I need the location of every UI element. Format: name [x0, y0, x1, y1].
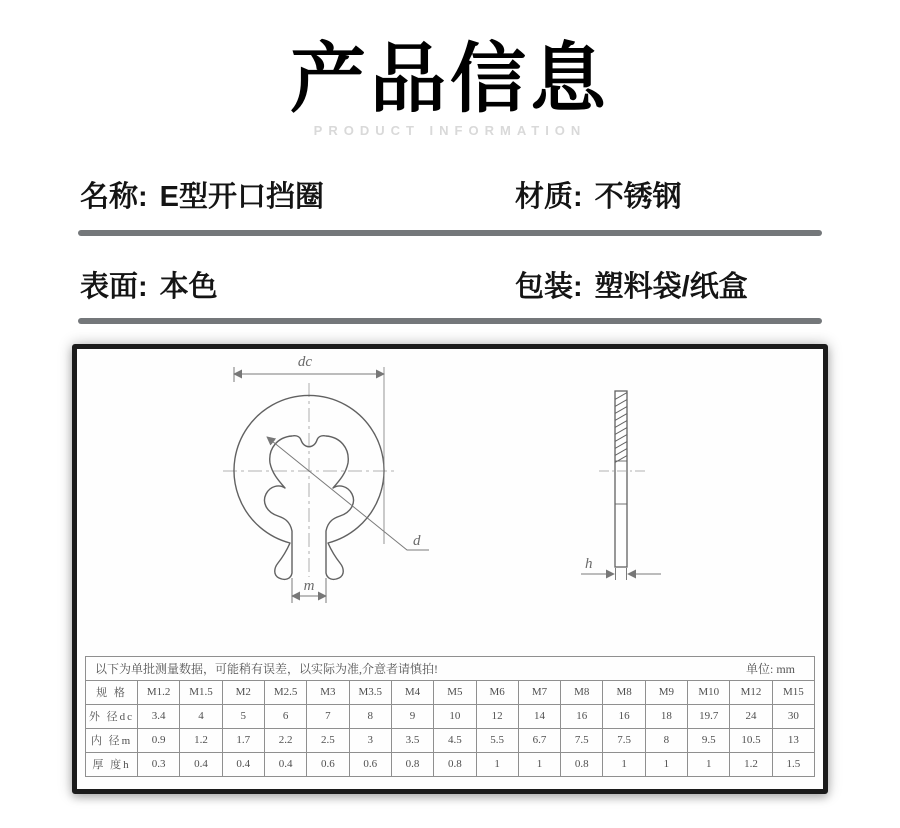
table-cell: 6.7: [518, 728, 560, 752]
table-row: [86, 680, 815, 704]
table-note-row: [86, 656, 815, 680]
front-view: [223, 354, 429, 603]
spec-material: [515, 174, 822, 215]
table-cell: 1.7: [222, 728, 264, 752]
table-cell: 24: [730, 704, 772, 728]
page-title: 产品信息: [290, 37, 610, 122]
table-cell: 14: [518, 704, 560, 728]
table-cell: 0.9: [138, 728, 180, 752]
technical-drawing: [77, 349, 823, 656]
page-header: [0, 0, 900, 138]
table-cell: 18: [645, 704, 687, 728]
row-label: 厚 度h: [86, 752, 138, 776]
size-spec-table: [85, 656, 815, 777]
table-cell: M3.5: [349, 680, 391, 704]
table-cell: 9: [391, 704, 433, 728]
table-cell: 10.5: [730, 728, 772, 752]
table-cell: 0.6: [349, 752, 391, 776]
table-cell: M9: [645, 680, 687, 704]
page-subtitle: PRODUCT INFORMATION: [313, 122, 587, 138]
table-cell: 13: [772, 728, 814, 752]
spec-surface-value: 本色: [159, 270, 218, 303]
table-cell: M8: [603, 680, 645, 704]
table-cell: M1.5: [180, 680, 222, 704]
table-cell: 1.5: [772, 752, 814, 776]
row-label: 外 径dc: [86, 704, 138, 728]
spec-packing-value: 塑料袋/纸盒: [594, 270, 748, 303]
table-cell: M5: [434, 680, 476, 704]
table-cell: 1: [476, 752, 518, 776]
side-view: [581, 391, 661, 580]
m-dim-label: m: [303, 577, 315, 594]
table-cell: 7: [307, 704, 349, 728]
table-cell: M10: [688, 680, 730, 704]
table-cell: 4: [180, 704, 222, 728]
table-cell: 16: [561, 704, 603, 728]
spec-surface: [80, 264, 515, 305]
row-label: 规 格: [86, 680, 138, 704]
spec-name: [80, 174, 515, 215]
table-cell: 1.2: [730, 752, 772, 776]
table-cell: 0.4: [264, 752, 306, 776]
table-cell: 7.5: [561, 728, 603, 752]
table-row: [86, 728, 815, 752]
spec-list: [80, 174, 822, 213]
divider-line-1: [78, 230, 822, 236]
dc-dim-label: dc: [297, 353, 313, 370]
table-cell: M6: [476, 680, 518, 704]
table-cell: 7.5: [603, 728, 645, 752]
table-cell: 1: [688, 752, 730, 776]
table-cell: 16: [603, 704, 645, 728]
spec-row-2: [80, 264, 822, 303]
table-cell: 4.5: [434, 728, 476, 752]
h-dimension: [581, 568, 661, 580]
table-cell: 0.4: [180, 752, 222, 776]
table-cell: M3: [307, 680, 349, 704]
table-cell: 6: [264, 704, 306, 728]
table-cell: 5.5: [476, 728, 518, 752]
table-cell: 0.4: [222, 752, 264, 776]
table-cell: M12: [730, 680, 772, 704]
table-cell: 1: [518, 752, 560, 776]
d-dim-label: d: [413, 532, 421, 549]
table-row: [86, 704, 815, 728]
table-cell: M4: [391, 680, 433, 704]
table-cell: M8: [561, 680, 603, 704]
table-cell: 2.2: [264, 728, 306, 752]
table-cell: 2.5: [307, 728, 349, 752]
table-cell: 5: [222, 704, 264, 728]
table-row: [86, 752, 815, 776]
spec-table-body: [86, 656, 815, 776]
eclip-drawing-svg: [77, 349, 823, 656]
table-cell: 0.8: [434, 752, 476, 776]
spec-material-value: 不锈钢: [594, 180, 682, 213]
table-cell: 30: [772, 704, 814, 728]
spec-packing-label: 包装:: [515, 270, 583, 303]
table-cell: M15: [772, 680, 814, 704]
table-cell: 8: [349, 704, 391, 728]
table-cell: 19.7: [688, 704, 730, 728]
table-cell: 1: [603, 752, 645, 776]
table-cell: M1.2: [138, 680, 180, 704]
table-cell: 0.8: [561, 752, 603, 776]
table-cell: 1: [645, 752, 687, 776]
table-cell: M2.5: [264, 680, 306, 704]
table-cell: 0.6: [307, 752, 349, 776]
table-cell: 3.5: [391, 728, 433, 752]
spec-name-value: E型开口挡圈: [159, 180, 325, 213]
table-cell: 1.2: [180, 728, 222, 752]
table-cell: 9.5: [688, 728, 730, 752]
table-cell: 0.8: [391, 752, 433, 776]
spec-name-label: 名称:: [80, 180, 148, 213]
table-cell: 8: [645, 728, 687, 752]
table-note: 以下为单批测量数据，可能稍有误差，以实际为准,介意者请慎拍!: [95, 661, 438, 676]
spec-surface-label: 表面:: [80, 270, 148, 303]
spec-row-1: [80, 174, 822, 213]
spec-material-label: 材质:: [515, 180, 583, 213]
spec-list-2: [80, 264, 822, 303]
table-cell: M2: [222, 680, 264, 704]
table-cell: 10: [434, 704, 476, 728]
table-cell: 0.3: [138, 752, 180, 776]
row-label: 内 径m: [86, 728, 138, 752]
product-scan-box: [72, 344, 828, 794]
hatching: [614, 392, 628, 463]
table-cell: 3.4: [138, 704, 180, 728]
divider-line-2: [78, 318, 822, 324]
spec-packing: [515, 264, 822, 305]
table-cell: M7: [518, 680, 560, 704]
h-dim-label: h: [585, 555, 593, 572]
table-cell: 3: [349, 728, 391, 752]
table-cell: 12: [476, 704, 518, 728]
table-unit: 单位: mm: [745, 661, 795, 676]
